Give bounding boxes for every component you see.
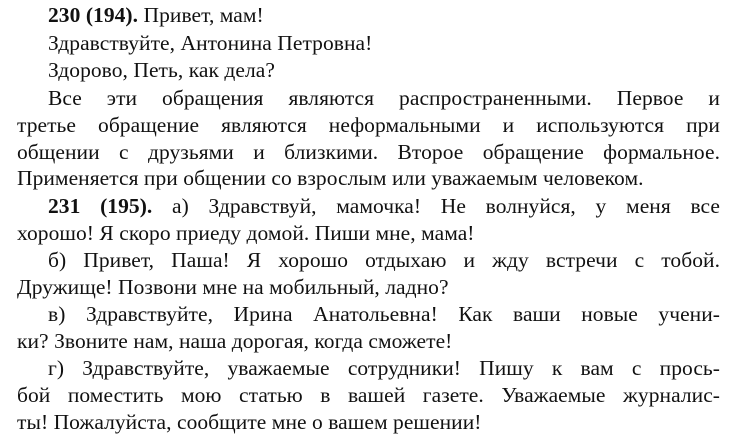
explanation-line-4: Применяется при общении со взрослым или уважаемым человеком. bbox=[17, 166, 644, 190]
item-a-line-2: хорошо! Я скоро приеду домой. Пиши мне, мама! bbox=[17, 221, 475, 245]
exercise-230-number: 230 (194). bbox=[48, 3, 139, 27]
greeting-1: Привет, мам! bbox=[143, 3, 264, 27]
greeting-3: Здорово, Петь, как дела? bbox=[48, 58, 275, 82]
item-g-line-3: ты! Пожалуйста, сообщите мне о вашем решении! bbox=[17, 410, 482, 434]
explanation-line-1: Все эти обращения являются распространенными. Первое и bbox=[48, 86, 720, 110]
item-a-line-1: а) Здравствуй, мамочка! Не волнуйся, у меня все bbox=[172, 194, 720, 218]
item-v-line-1: в) Здравствуйте, Ирина Анатольевна! Как ваши новые учени- bbox=[48, 302, 720, 326]
explanation-line-3: общении с друзьями и близкими. Второе обращение формальное. bbox=[17, 140, 720, 164]
greeting-2: Здравствуйте, Антонина Петровна! bbox=[48, 31, 373, 55]
item-b-line-2: Дружище! Позвони мне на мобильный, ладно? bbox=[17, 275, 449, 299]
item-v-line-2: ки? Звоните нам, наша дорогая, когда сможете! bbox=[17, 329, 453, 353]
item-g-line-1: г) Здравствуйте, уважаемые сотрудники! Пишу к вам с прось- bbox=[48, 356, 720, 380]
explanation-line-2: третье обращение являются неформальными и используются при bbox=[17, 113, 720, 137]
exercise-231-number: 231 (195). bbox=[48, 194, 153, 218]
item-g-line-2: бой поместить мою статью в вашей газете. Уважаемые журналис- bbox=[17, 383, 720, 407]
exercise-231-line-1 bbox=[48, 194, 720, 219]
exercise-230-line-1 bbox=[48, 3, 264, 28]
item-b-line-1: б) Привет, Паша! Я хорошо отдыхаю и жду встречи с тобой. bbox=[48, 248, 720, 272]
